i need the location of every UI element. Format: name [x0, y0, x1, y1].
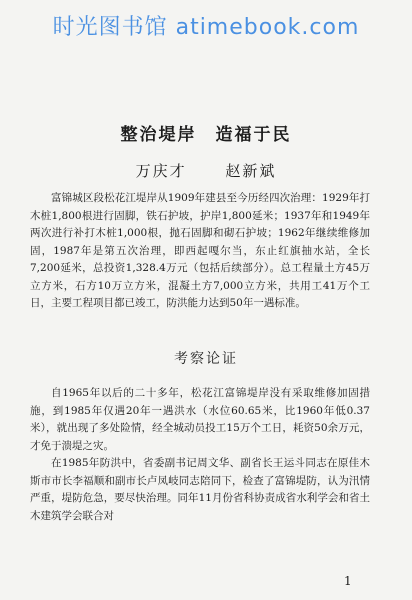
authors [0, 160, 412, 181]
page-number: 1 [344, 574, 352, 588]
section-body [30, 385, 370, 525]
author-1: 万庆才 [135, 162, 187, 180]
paragraph: 富锦城区段松花江堤岸从1909年建县至今历经四次治理：1929年打木桩1,800根进行固脚，铁石护坡，护岸1,800延米；1937年和1949年两次进行补打木桩1,000根，抛石固脚和砌石护坡；1962年继续维修加固，1987年是第五次治理，即西起嘎尔当，东止红旗抽水站，全长7,200延米，总投资1,328.4万元（包括后续部分）。总工程量土方45万立方米，石方10万立方米，混凝土方7,000立方米，共用工41万个工日，主要工程项目都已竣工，防洪能力达到50年一遇标准。 [30, 192, 370, 309]
author-2: 赵新斌 [225, 162, 277, 180]
watermark: 时光图书馆 atimebook.com [52, 15, 360, 40]
article-title: 整治堤岸 造福于民 [120, 125, 292, 145]
intro-body [30, 190, 370, 313]
paragraph: 在1985年防洪中，省委副书记周文华、副省长王运斗同志在原佳木斯市市长李福顺和副市长卢凤岐同志陪同下，检查了富锦堤防，认为汛情严重，堤防危急，要尽快治理。同年11月份省科协责成省水利学会和省土木建筑学会联合对 [30, 457, 370, 522]
section-heading: 考察论证 [174, 351, 238, 367]
paragraph: 自1965年以后的二十多年，松花江富锦堤岸没有采取维修加固措施，到1985年仅遇20年一遇洪水（水位60.65米，比1960年低0.37米），就出现了多处险情，经全城动员投工15万个工日，耗资50余万元，才免于溃堤之灾。 [30, 387, 370, 452]
